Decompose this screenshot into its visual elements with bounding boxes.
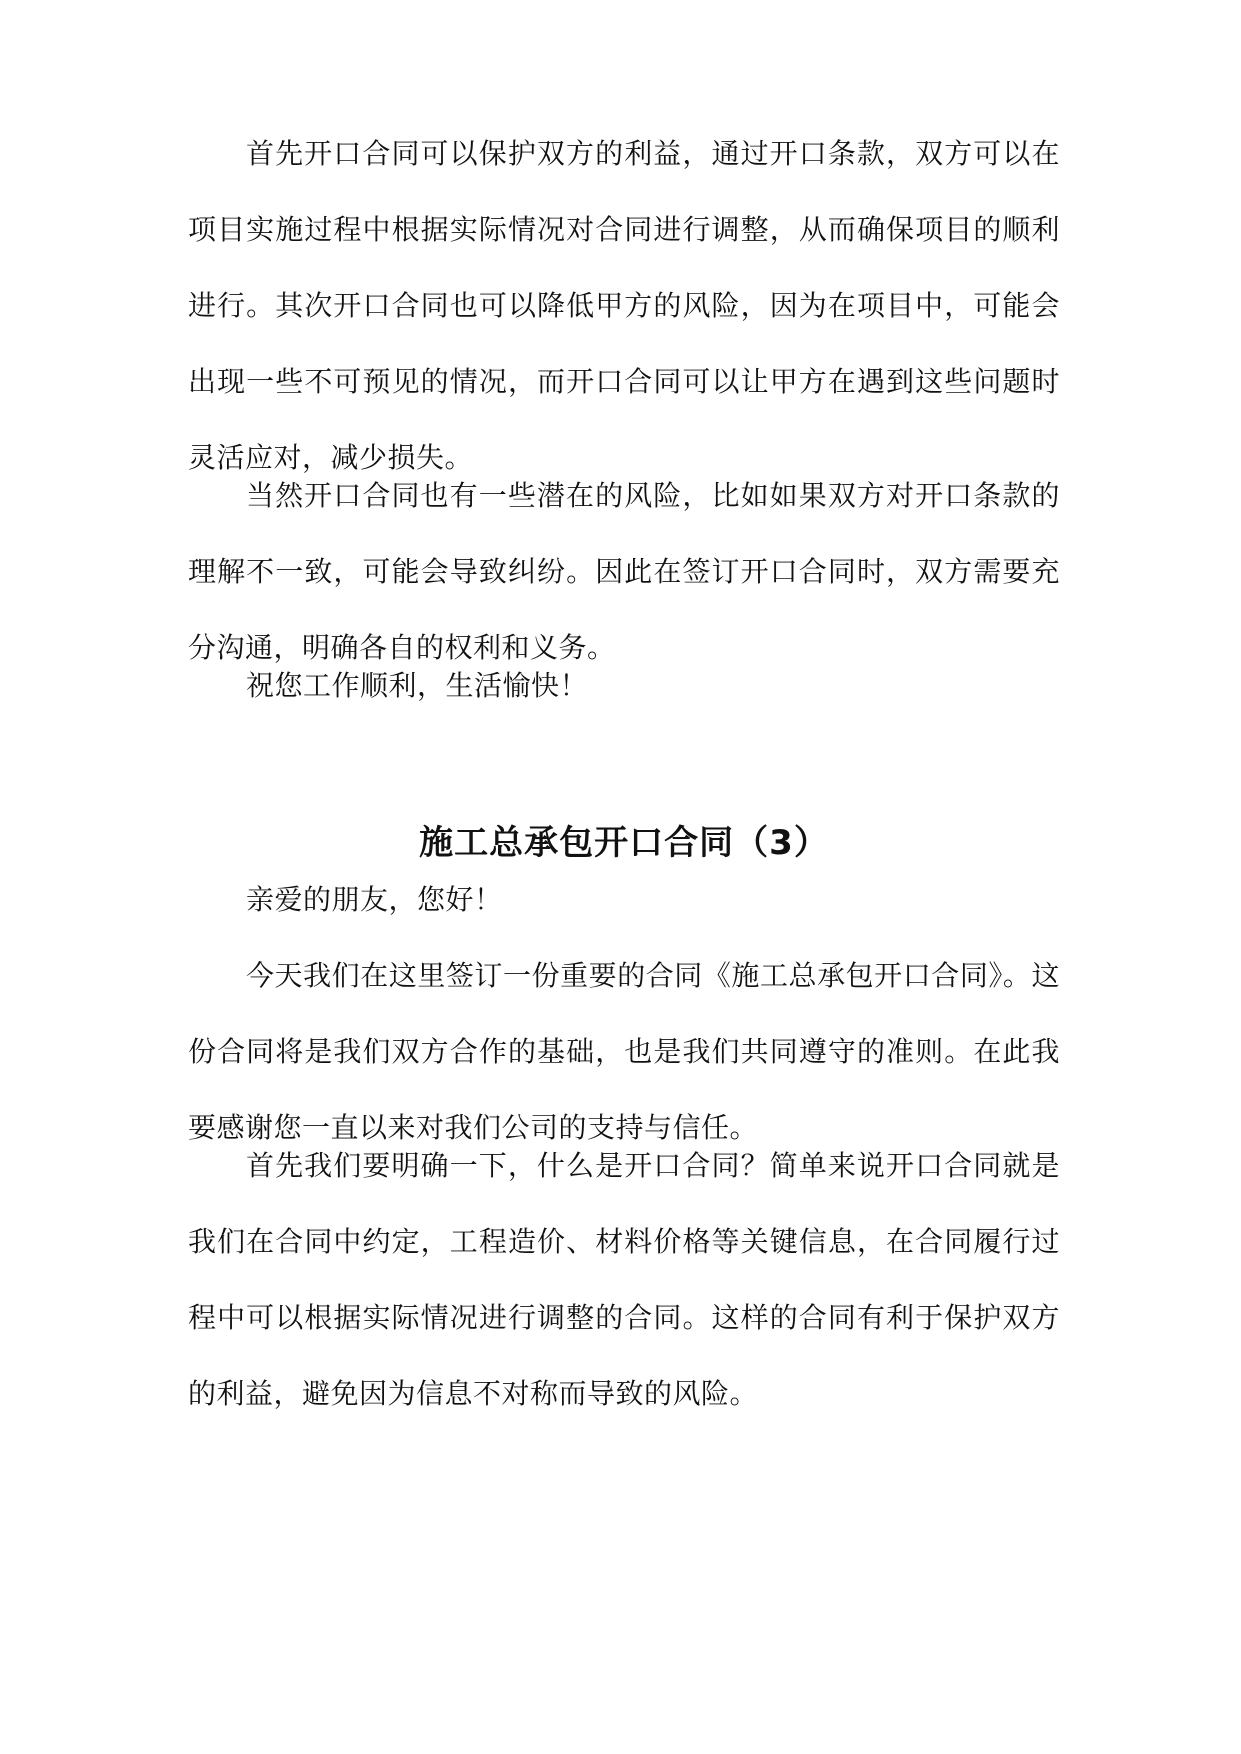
paragraph-closing-wishes: 祝您工作顺利，生活愉快！ — [246, 669, 589, 702]
paragraph-greeting: 亲爱的朋友，您好！ — [246, 883, 503, 916]
paragraph-benefits: 首先开口合同可以保护双方的利益，通过开口条款，双方可以在项目实施过程中根据实际情况对合同进行调整，从而确保项目的顺利进行。其次开口合同也可以降低甲方的风险，因为在项目中，可能会出现一些不可预见的情况，而开口合同可以让甲方在遇到这些问题时灵活应对，减少损失。 — [188, 137, 1060, 474]
section-title: 施工总承包开口合同（3） — [419, 823, 829, 863]
paragraph-introduction: 今天我们在这里签订一份重要的合同《施工总承包开口合同》。这份合同将是我们双方合作的基础，也是我们共同遵守的准则。在此我要感谢您一直以来对我们公司的支持与信任。 — [188, 959, 1060, 1144]
paragraph-definition: 首先我们要明确一下，什么是开口合同？简单来说开口合同就是我们在合同中约定，工程造价、材料价格等关键信息，在合同履行过程中可以根据实际情况进行调整的合同。这样的合同有利于保护双方的利益，避免因为信息不对称而导致的风险。 — [188, 1149, 1060, 1410]
paragraph-risks: 当然开口合同也有一些潜在的风险，比如如果双方对开口条款的理解不一致，可能会导致纠纷。因此在签订开口合同时，双方需要充分沟通，明确各自的权利和义务。 — [188, 479, 1060, 664]
